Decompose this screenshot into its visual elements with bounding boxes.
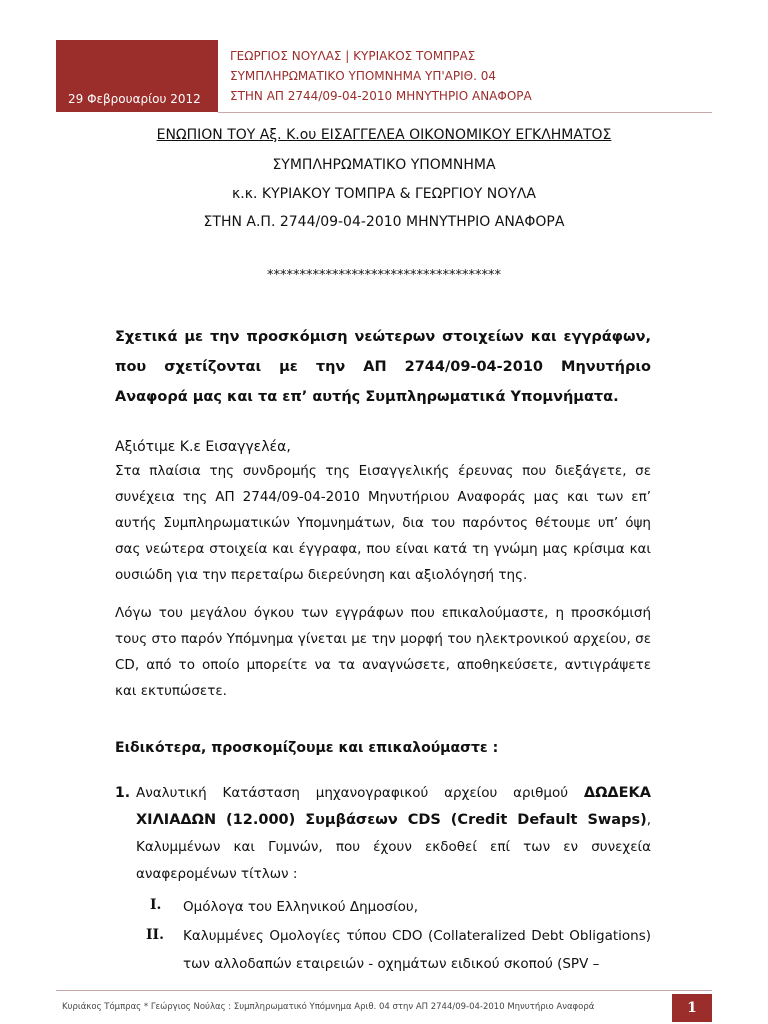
title-line-1: ΕΝΩΠΙΟΝ ΤΟΥ Αξ. Κ.ου ΕΙΣΑΓΓΕΛΕΑ ΟΙΚΟΝΟΜΙΚΟΥ ΕΓΚΛΗΜΑΤΟΣ xyxy=(156,127,612,143)
footer-text: Κυριάκος Τόμπρας * Γεώργιος Νούλας : Συμπληρωματικό Υπόμνημα Αριθ. 04 στην ΑΠ 2744/09-04-2010 Μηνυτήριο Αναφορά xyxy=(62,1002,595,1012)
sub-item-2: Καλυμμένες Ομολογίες τύπου CDO (Collateralized Debt Obligations) των αλλοδαπών εταιρειών - οχημάτων ειδικού σκοπού (SPV – xyxy=(183,928,651,972)
title-line-3: κ.κ. ΚΥΡΙΑΚΟΥ ΤΟΜΠΡΑ & ΓΕΩΡΓΙΟΥ ΝΟΥΛΑ xyxy=(232,186,536,202)
body-paragraph-1: Στα πλαίσια της συνδρομής της Εισαγγελικής έρευνας που διεξάγετε, σε συνέχεια της ΑΠ 2744/09-04-2010 Μηνυτήριου Αναφοράς μας και των επ’ αυτής Συμπληρωματικών Υπομνημάτων, δια του παρόντος θέτουμε υπ’ όψη σας νεώτερα στοιχεία και έγγραφα, που είναι κατά τη γνώμη μας κρίσιμα και ουσιώδη για την περεταίρω διερεύνηση και αξιολόγησή της. xyxy=(115,463,651,583)
header-authors: ΓΕΩΡΓΙΟΣ ΝΟΥΛΑΣ | ΚΥΡΙΑΚΟΣ ΤΟΜΠΡΑΣ xyxy=(230,49,476,63)
sub-item-1: Ομόλογα του Ελληνικού Δημοσίου, xyxy=(183,899,419,915)
sub-item-number: I. xyxy=(150,897,162,913)
list-item-1 xyxy=(136,780,651,888)
header-memo-title: ΣΥΜΠΛΗΡΩΜΑΤΙΚΟ ΥΠΟΜΝΗΜΑ ΥΠ'ΑΡΙΘ. 04 xyxy=(230,69,496,83)
specifically-heading: Ειδικότερα, προσκομίζουμε και επικαλούμαστε : xyxy=(115,740,499,756)
list-item-number: 1. xyxy=(115,785,131,801)
body-paragraph-2: Λόγω του μεγάλου όγκου των εγγράφων που επικαλούμαστε, η προσκόμισή τους στο παρόν Υπόμνημα γίνεται με την μορφή του ηλεκτρονικού αρχείου, σε CD, από το οποίο μπορείτε να τα αναγνώσετε, αποθηκεύσετε, αντιγράψετε και εκτυπώσετε. xyxy=(115,605,651,699)
list-item-1-text-b: , Καλυμμένων και Γυμνών, που έχουν εκδοθεί επί των εν συνεχεία αναφερομένων τίτλων : xyxy=(136,812,651,882)
sub-item-number: II. xyxy=(146,927,164,943)
title-line-2: ΣΥΜΠΛΗΡΩΜΑΤΙΚΟ ΥΠΟΜΝΗΜΑ xyxy=(272,157,496,173)
list-item-1-text-a: Αναλυτική Κατάσταση μηχανογραφικού αρχείου αριθμού xyxy=(136,785,584,801)
header-divider xyxy=(218,112,712,113)
salutation: Αξιότιμε Κ.ε Εισαγγελέα, xyxy=(115,439,291,455)
header-date: 29 Φεβρουαρίου 2012 xyxy=(68,92,201,106)
page-number: 1 xyxy=(687,1000,697,1016)
header-info xyxy=(230,46,532,106)
title-line-4: ΣΤΗΝ Α.Π. 2744/09-04-2010 ΜΗΝΥΤΗΡΙΟ ΑΝΑΦΟΡΑ xyxy=(203,214,565,230)
header-reference: ΣΤΗΝ ΑΠ 2744/09-04-2010 ΜΗΝΥΤΗΡΙΟ ΑΝΑΦΟΡΑ xyxy=(230,89,532,103)
title-separator: ************************************ xyxy=(267,268,501,283)
footer-divider xyxy=(56,990,712,991)
list-item-1-text-bold: ΔΩΔΕΚΑ ΧΙΛΙΑΔΩΝ (12.000) Συμβάσεων CDS (Credit Default Swaps) xyxy=(136,785,651,828)
intro-paragraph: Σχετικά με την προσκόμιση νεώτερων στοιχείων και εγγράφων, που σχετίζονται με την ΑΠ 2744/09-04-2010 Μηνυτήριο Αναφορά μας και τα επ’ αυτής Συμπληρωματικά Υπομνήματα. xyxy=(115,329,651,405)
